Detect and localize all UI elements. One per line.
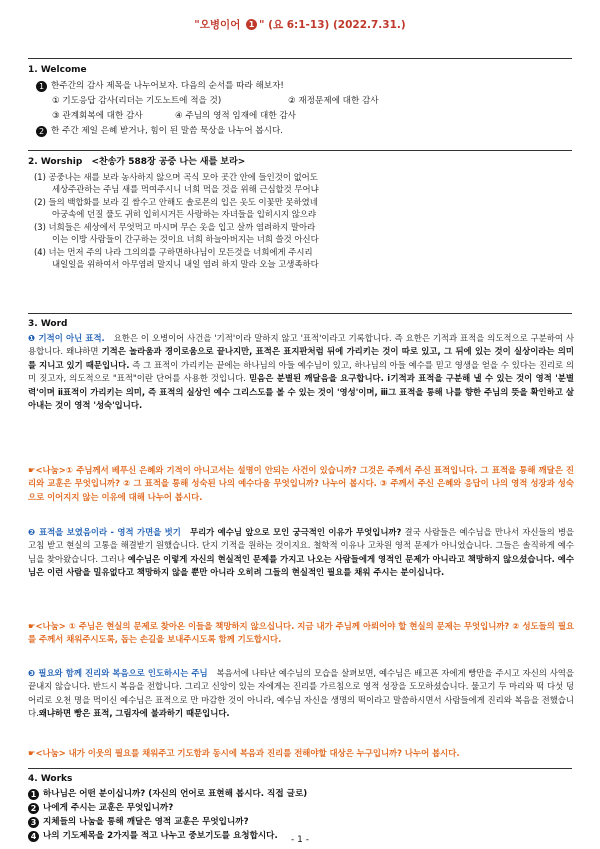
bullet-2-icon: 2 [36, 126, 47, 137]
bullet-1-icon: 1 [36, 81, 47, 92]
section-divider [28, 150, 572, 151]
word-point-2-title: ❷ 표적을 보였음이라 - 영적 가면을 벗기 [28, 527, 181, 537]
works-item-1: 1 하나님은 어떤 분이십니까? (자신의 언어로 표현해 봅시다. 직접 글로) [28, 788, 307, 800]
worship-hymn-title: <찬송가 588장 공중 나는 새를 보라> [91, 157, 246, 167]
welcome-sub-3: ③ 관계회복에 대한 감사 [52, 111, 143, 121]
hymn-line: (1) 공중나는 새를 보라 농사하지 않으며 곡식 모아 곳간 안에 들인것이 없어도 [34, 172, 318, 182]
hymn-line: (4) 너는 먼저 주의 나라 그의의를 구하면하나님이 모든것을 너희에게 주시리 [34, 246, 313, 257]
welcome-item-2: 2 한 주간 제일 은혜 받거나, 힘이 된 말씀 묵상을 나누어 봅시다. [36, 125, 283, 137]
hymn-line: 이는 이방 사람들이 간구하는 것이요 너희 하늘아버지는 너희 쓸것 아신다 [52, 234, 319, 245]
title-close-quote: " [259, 19, 265, 31]
word-point-3: ❸ 필요와 함께 진리와 복음으로 인도하시는 주님 복음서에 나타난 예수님의 모습을 살펴보면, 예수님은 배고픈 자에게 빵만을 주시고 자신의 사역을 끝내지 않습니다. 반드시 복음을 전합니다. 그리고 신앙이 있는 자에게는 진리를 가르침으로 영적 성장을 도모하셨습니다. 물고기 두 마리와 떡 다섯 덩어리로 오천 명을 먹이신 예수님은 표적으로 만 마감한 것이 아니라, 예수님 자신을 생명의 떡이라고 말씀하시면서 사람들에게 진리와 복음을 전했습니다.왜냐하면 빵은 표적, 그림자에 불과하기 때문입니다. [28, 668, 574, 719]
hymn-line: (3) 너희들은 세상에서 무엇먹고 마시며 무슨 옷을 입고 살까 염려하지 말아라 [34, 221, 316, 232]
title-ref: (요 6:1-13) (2022.7.31.) [268, 19, 406, 31]
word-point-2-share: ☛<나눔> ① 주님은 현실의 문제로 찾아온 이들을 책망하지 않으십니다. 지금 내가 주님께 아뢰어야 할 현실의 문제는 무엇입니까? ② 성도들의 필요를 주께서 채워주시도록, 돕는 손길을 보내주시도록 함께 기도합시다. [28, 621, 574, 645]
hymn-lyrics [34, 171, 319, 271]
welcome-sub-2: ② 재정문제에 대한 감사 [288, 96, 379, 106]
section-divider [28, 58, 572, 59]
hymn-line: 내일일을 위하여서 아무염려 말지니 내일 염려 하지 말라 오늘 고생족하다 [52, 259, 319, 270]
worship-heading: 2. Worship <찬송가 588장 공중 나는 새를 보라> [28, 157, 246, 167]
works-item-2: 2 나에게 주시는 교훈은 무엇입니까? [28, 802, 173, 814]
word-point-1-share: ☛<나눔>① 주님께서 베푸신 은혜와 기적이 아니고서는 설명이 안되는 사건이 있습니까? 그것은 주께서 주신 표적입니다. 그 표적을 통해 깨달은 진리와 교훈은 무엇입니까? ② 그 표적을 통해 성숙된 나의 예수다움 무엇입니까? 나누어 봅시다. ③ 주께서 주신 은혜와 응답이 나의 영적 성장과 성숙으로 이어지지 않는 이유에 대해 나누어 봅시다. [28, 465, 574, 502]
works-bullet-3-icon: 3 [28, 817, 39, 828]
works-bullet-1-icon: 1 [28, 789, 39, 800]
word-point-3-title: ❸ 필요와 함께 진리와 복음으로 인도하시는 주님 [28, 668, 208, 678]
section-divider [28, 313, 572, 314]
welcome-sub-1: ① 기도응답 감사(리더는 기도노트에 적을 것) [52, 96, 222, 106]
section-divider [28, 768, 572, 769]
page-number: - 1 - [291, 834, 309, 845]
word-point-1: ❶ 기적이 아닌 표적. 요한은 이 오병이어 사건을 '기적'이라 말하지 않고 '표적'이라고 기록합니다. 즉 요한은 기적과 표적을 의도적으로 구분하여 사용합니다. 왜냐하면 기적은 놀라움과 경이로움으로 끝나지만, 표적은 표지판처럼 뒤에 가리키는 것이 따로 있고, 그 뒤에 있는 것이 실상이라는 의미를 지니고 있기 때문입니다. 즉 그 표적이 가리키는 끝에는 하나님의 아들 예수님이 있고, 하나님의 아들 예수를 믿고 영생을 얻을 수 있다는 진리로 의미 짓고자, 의도적으로 "표적"이란 단어를 사용한 것입니다. 믿음은 분별된 깨달음을 요구합니다. ⅰ기적과 표적을 구분해 낼 수 있는 것이 영적 '분별력'이며 ⅱ표적이 가리키는 의미, 즉 표적의 실상인 예수 그리스도를 볼 수 있는 것이 '영성'이며, ⅲ그 표적을 통해 나를 향한 주님의 뜻을 확인하고 살아내는 것이 영적 '성숙'입니다. [28, 333, 575, 411]
welcome-sub-4: ④ 주님의 영적 임재에 대한 감사 [175, 111, 296, 121]
title-main: "오병이어 [194, 19, 241, 31]
page-title [0, 18, 600, 33]
title-number-badge: 1 [246, 19, 257, 30]
works-item-3: 3 지체들의 나눔을 통해 깨달은 영적 교훈은 무엇입니까? [28, 816, 249, 828]
word-point-2: ❷ 표적을 보였음이라 - 영적 가면을 벗기 무리가 예수님 앞으로 모인 궁극적인 이유가 무엇입니까? 결국 사람들은 예수님을 만나서 자신들의 병을 고침 받고 현실의 고통을 해결받기 원했습니다. 단지 기적을 원하는 것이지요. 철학적 이유나 고차원 영적 문제가 아니었습니다. 그들은 솔직하게 예수님을 찾아왔습니다. 그러나 예수님은 이렇게 자신의 현실적인 문제를 가지고 나오는 사람들에게 영적인 문제가 아니라고 책망하지 않으셨습니다. 예수님은 이런 사람을 밀유없다고 책망하지 않을 뿐만 아니라 오히려 그들의 현실적인 필요를 채워 주시는 분이십니다. [28, 527, 574, 578]
word-point-3-share: ☛<나눔> 내가 이웃의 필요를 채워주고 기도함과 동시에 복음과 진리를 전해야할 대상은 누구입니까? 나누어 봅시다. [28, 748, 460, 758]
works-bullet-4-icon: 4 [28, 831, 39, 842]
hymn-line: 아궁속에 던질 풀도 귀히 입히시거든 사랑하는 자녀들을 입히시지 않으랴 [52, 209, 317, 220]
works-item-4: 4 나의 기도제목을 2가지를 적고 나누고 중보기도를 요청합시다. [28, 830, 278, 842]
word-point-1-title: ❶ 기적이 아닌 표적. [28, 333, 105, 343]
works-heading: 4. Works [28, 774, 73, 784]
hymn-line: (2) 들의 백합화를 보라 길 쌈수고 안해도 솔로몬의 입은 옷도 이꽃만 못하였네 [34, 196, 318, 207]
welcome-item-1: 1 한주간의 감사 제목을 나누어보자. 다음의 순서를 따라 해보자! [36, 80, 284, 92]
hymn-line: 세상주관하는 주님 새를 먹여주시니 너희 먹을 것을 위해 근심할것 무어냐 [52, 184, 319, 195]
word-heading: 3. Word [28, 319, 68, 329]
welcome-heading: 1. Welcome [28, 65, 87, 75]
works-bullet-2-icon: 2 [28, 803, 39, 814]
